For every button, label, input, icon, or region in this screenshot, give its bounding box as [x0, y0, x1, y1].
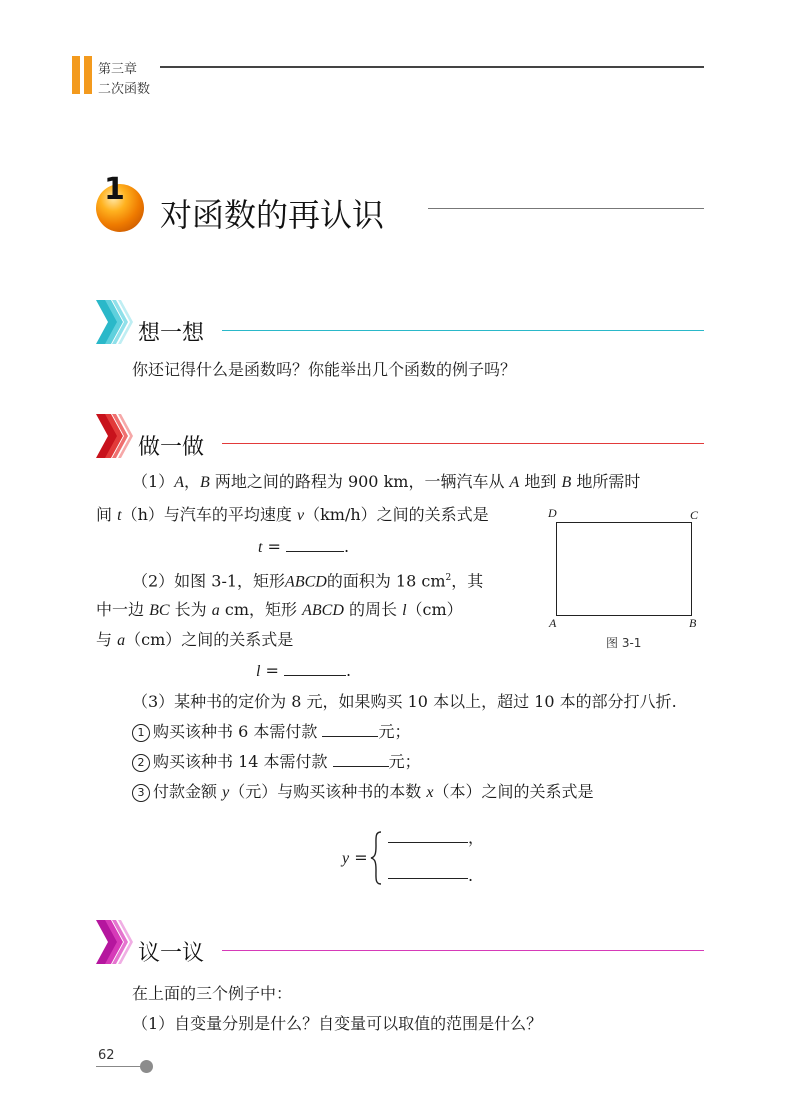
header-accent-bar: [72, 56, 80, 94]
think-heading: 想一想: [138, 321, 205, 346]
do-heading: 做一做: [138, 435, 205, 460]
think-rule: [222, 330, 704, 331]
q2-line-2: 中一边 BC 长为 a cm，矩形 ABCD 的周长 l（cm）: [96, 600, 463, 619]
q1-answer: t = .: [258, 537, 350, 556]
discuss-question-1: （1）自变量分别是什么？自变量可以取值的范围是什么？: [132, 1014, 543, 1033]
piecewise-comma: ，: [468, 828, 485, 847]
header-accent-bar: [84, 56, 92, 94]
figure-label-a: A: [549, 616, 557, 630]
do-rule: [222, 443, 704, 444]
answer-blank[interactable]: [284, 661, 346, 676]
red-chevron-icon: [96, 414, 136, 458]
figure-label-b: B: [689, 616, 697, 630]
discuss-heading: 议一议: [138, 941, 205, 966]
q1-line-2: 间 t（h）与汽车的平均速度 v（km/h）之间的关系式是: [96, 505, 489, 524]
q2-answer: l = .: [256, 661, 352, 680]
page-number: 62: [98, 1048, 115, 1063]
section-title-rule: [428, 208, 704, 209]
figure-label-d: D: [548, 506, 557, 520]
q3-item-1: 1 购买该种书 6 本需付款 元；: [132, 722, 410, 742]
cyan-chevron-icon: [96, 300, 136, 344]
answer-blank[interactable]: [333, 752, 389, 767]
piecewise-blank-2[interactable]: [388, 864, 468, 879]
footer-dot: [140, 1060, 153, 1073]
q3-item-2: 2 购买该种书 14 本需付款 元；: [132, 752, 421, 772]
q2-line-1: （2）如图 3-1，矩形ABCD的面积为 18 $cm^2$，其: [132, 571, 484, 591]
answer-blank[interactable]: [286, 537, 344, 552]
piecewise-period: .: [468, 866, 474, 885]
q3-text: （3）某种书的定价为 8 元，如果购买 10 本以上，超过 10 本的部分打八折.: [132, 692, 677, 711]
figure-label-c: C: [690, 508, 699, 522]
answer-blank[interactable]: [322, 722, 378, 737]
figure-caption: 图 3-1: [606, 636, 642, 650]
think-question: 你还记得什么是函数吗？你能举出几个函数的例子吗？: [132, 360, 517, 379]
magenta-chevron-icon: [96, 920, 136, 964]
discuss-intro: 在上面的三个例子中：: [132, 984, 293, 1003]
discuss-rule: [222, 950, 704, 951]
rectangle-figure: [556, 522, 692, 616]
footer-rule: [96, 1066, 142, 1067]
chapter-name: 二次函数: [98, 82, 151, 97]
chapter-label: 第三章: [98, 62, 138, 77]
section-title: 对函数的再认识: [160, 196, 385, 234]
left-brace: [368, 830, 384, 886]
q2-line-3: 与 a（cm）之间的关系式是: [96, 630, 294, 649]
section-number: 1: [104, 172, 125, 207]
piecewise-lhs: y =: [342, 848, 368, 867]
header-rule: [160, 66, 704, 68]
q3-item-3: 3 付款金额 y（元）与购买该种书的本数 x（本）之间的关系式是: [132, 782, 593, 803]
piecewise-blank-1[interactable]: [388, 828, 468, 843]
q1-line-1: （1）A，B 两地之间的路程为 900 km，一辆汽车从 A 地到 B 地所需时: [132, 472, 641, 491]
